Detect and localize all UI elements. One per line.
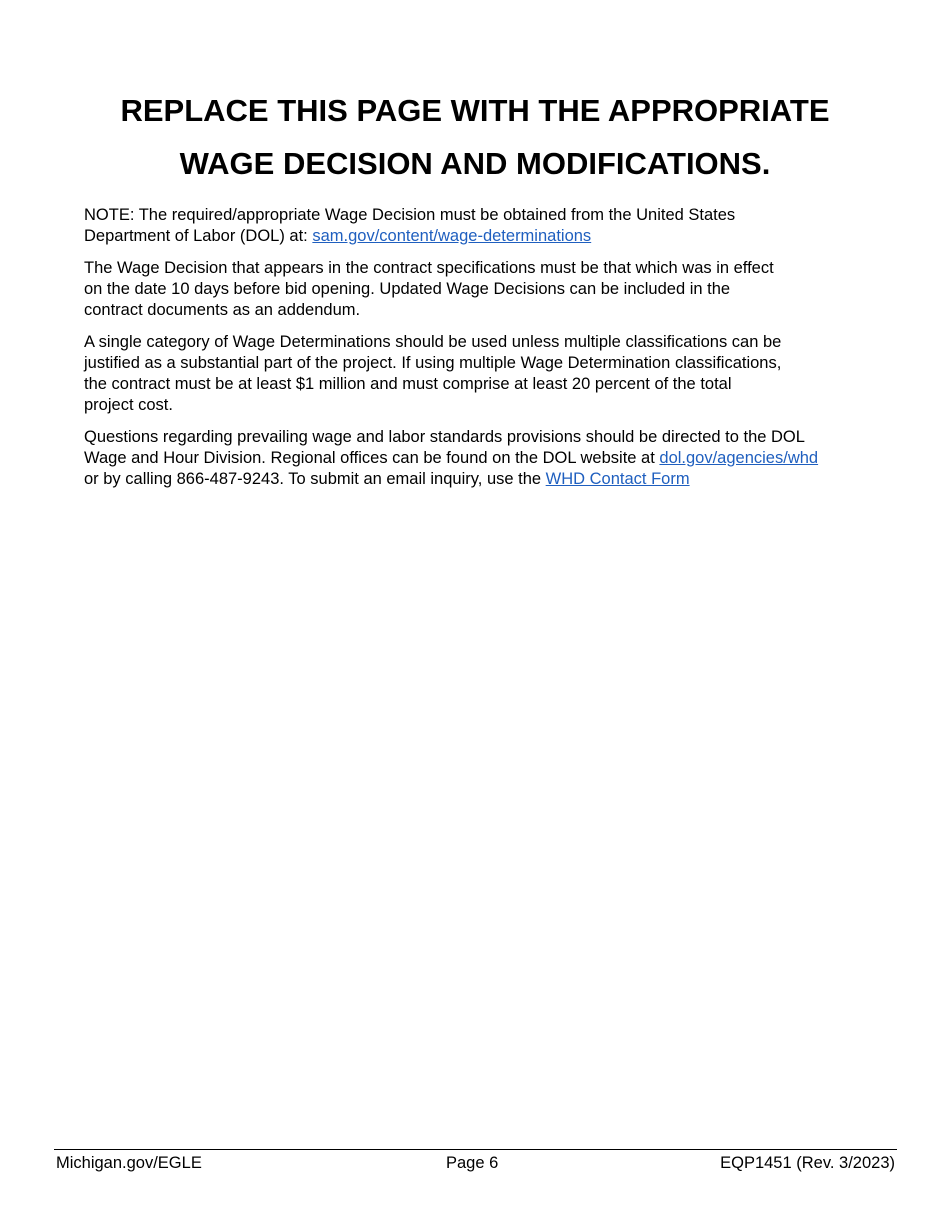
note-line-2-text: Department of Labor (DOL) at: [84, 227, 313, 245]
category-line-1: A single category of Wage Determinations should be used unless multiple classifications can be [84, 333, 782, 351]
questions-line-2-text: Wage and Hour Division. Regional offices can be found on the DOL website at [84, 449, 660, 467]
note-line-1: NOTE: The required/appropriate Wage Decision must be obtained from the United States [84, 206, 736, 224]
whd-contact-form-link[interactable]: WHD Contact Form [545, 470, 690, 488]
effect-line-2: on the date 10 days before bid opening. Updated Wage Decisions can be included in the [84, 280, 731, 298]
category-line-3: the contract must be at least $1 million and must comprise at least 20 percent of the total [84, 375, 732, 393]
footer-divider [54, 1149, 897, 1150]
category-line-2: justified as a substantial part of the project. If using multiple Wage Determination classifications, [84, 354, 782, 372]
document-body [84, 205, 924, 501]
note-paragraph [84, 205, 924, 247]
questions-paragraph [84, 427, 924, 490]
footer-page-number: Page 6 [446, 1154, 499, 1172]
page-footer [54, 1152, 897, 1174]
questions-line-3-text: or by calling 866-487-9243. To submit an email inquiry, use the [84, 470, 546, 488]
note-line-2 [84, 226, 924, 247]
title-line-1: REPLACE THIS PAGE WITH THE APPROPRIATE [120, 93, 830, 128]
category-line-4: project cost. [84, 396, 173, 414]
effect-paragraph [84, 258, 924, 321]
footer-website: Michigan.gov/EGLE [56, 1154, 202, 1172]
questions-line-1: Questions regarding prevailing wage and labor standards provisions should be directed to the DOL [84, 428, 805, 446]
footer-form-revision: EQP1451 (Rev. 3/2023) [720, 1154, 895, 1172]
title-line-2: WAGE DECISION AND MODIFICATIONS. [179, 146, 771, 181]
effect-line-1: The Wage Decision that appears in the contract specifications must be that which was in effect [84, 259, 774, 277]
questions-line-3 [84, 469, 924, 490]
category-paragraph [84, 332, 924, 416]
dol-whd-link[interactable]: dol.gov/agencies/whd [659, 449, 819, 467]
questions-line-2 [84, 448, 924, 469]
effect-line-3: contract documents as an addendum. [84, 301, 361, 319]
page-title [0, 84, 950, 190]
wage-determinations-link[interactable]: sam.gov/content/wage-determinations [312, 227, 592, 245]
